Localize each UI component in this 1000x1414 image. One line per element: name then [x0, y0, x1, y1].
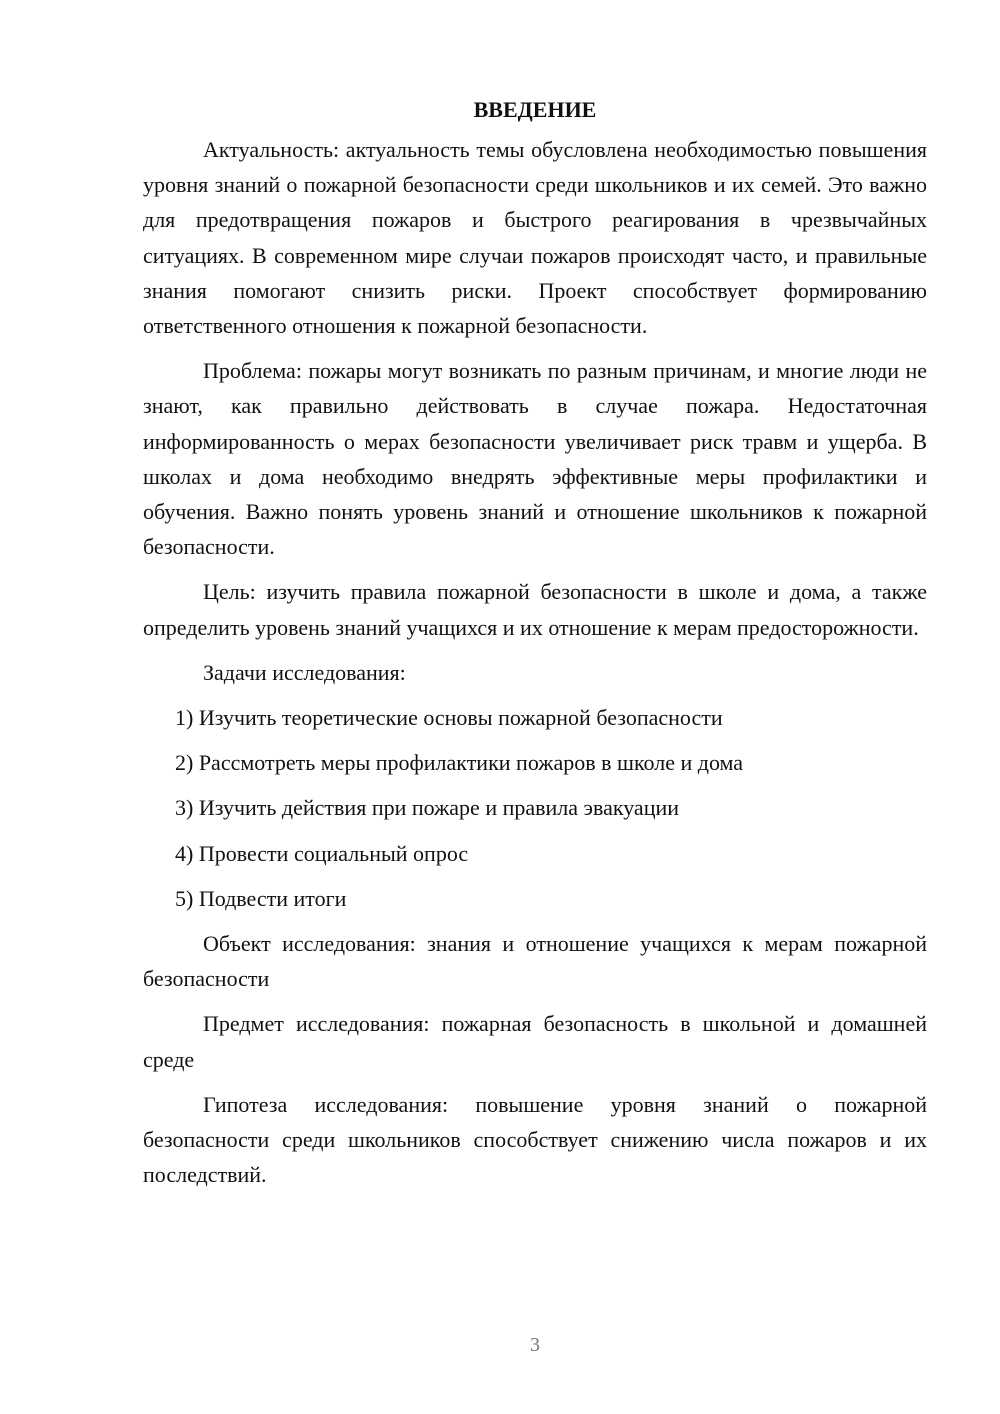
hypothesis-paragraph: Гипотеза исследования: повышение уровня знаний о пожарной безопасности среди школьников способствует снижению числа пожаров и их последствий.	[143, 1091, 927, 1188]
page-number: 3	[530, 1334, 540, 1356]
subject-paragraph: Предмет исследования: пожарная безопасность в школьной и домашней среде	[143, 1011, 927, 1072]
task-item: 3) Изучить действия при пожаре и правила эвакуации	[175, 795, 680, 821]
goal-paragraph: Цель: изучить правила пожарной безопасности в школе и дома, а также определить уровень знаний учащихся и их отношение к мерам предосторожности.	[143, 579, 927, 640]
problem-paragraph: Проблема: пожары могут возникать по разным причинам, и многие люди не знают, как правильно действовать в случае пожара. Недостаточная информированность о мерах безопасности увеличивает риск травм и ущерба. В школах и дома необходимо внедрять эффективные меры профилактики и обучения. Важно понять уровень знаний и отношение школьников к пожарной безопасности.	[143, 358, 927, 560]
task-item: 1) Изучить теоретические основы пожарной безопасности	[175, 705, 723, 731]
page-content	[143, 96, 927, 1192]
section-heading: ВВЕДЕНИЕ	[473, 97, 597, 122]
object-paragraph: Объект исследования: знания и отношение учащихся к мерам пожарной безопасности	[143, 931, 927, 992]
task-item: 4) Провести социальный опрос	[175, 840, 469, 866]
tasks-title: Задачи исследования:	[203, 659, 406, 685]
relevance-paragraph: Актуальность: актуальность темы обусловлена необходимостью повышения уровня знаний о пожарной безопасности среди школьников и их семей. Это важно для предотвращения пожаров и быстрого реагирования в чрезвычайных ситуациях. В современном мире случаи пожаров происходят часто, и правильные знания помогают снизить риски. Проект способствует формированию ответственного отношения к пожарной безопасности.	[143, 137, 927, 339]
tasks-list	[143, 700, 927, 916]
task-item: 5) Подвести итоги	[175, 885, 347, 911]
task-item: 2) Рассмотреть меры профилактики пожаров в школе и дома	[175, 750, 744, 776]
